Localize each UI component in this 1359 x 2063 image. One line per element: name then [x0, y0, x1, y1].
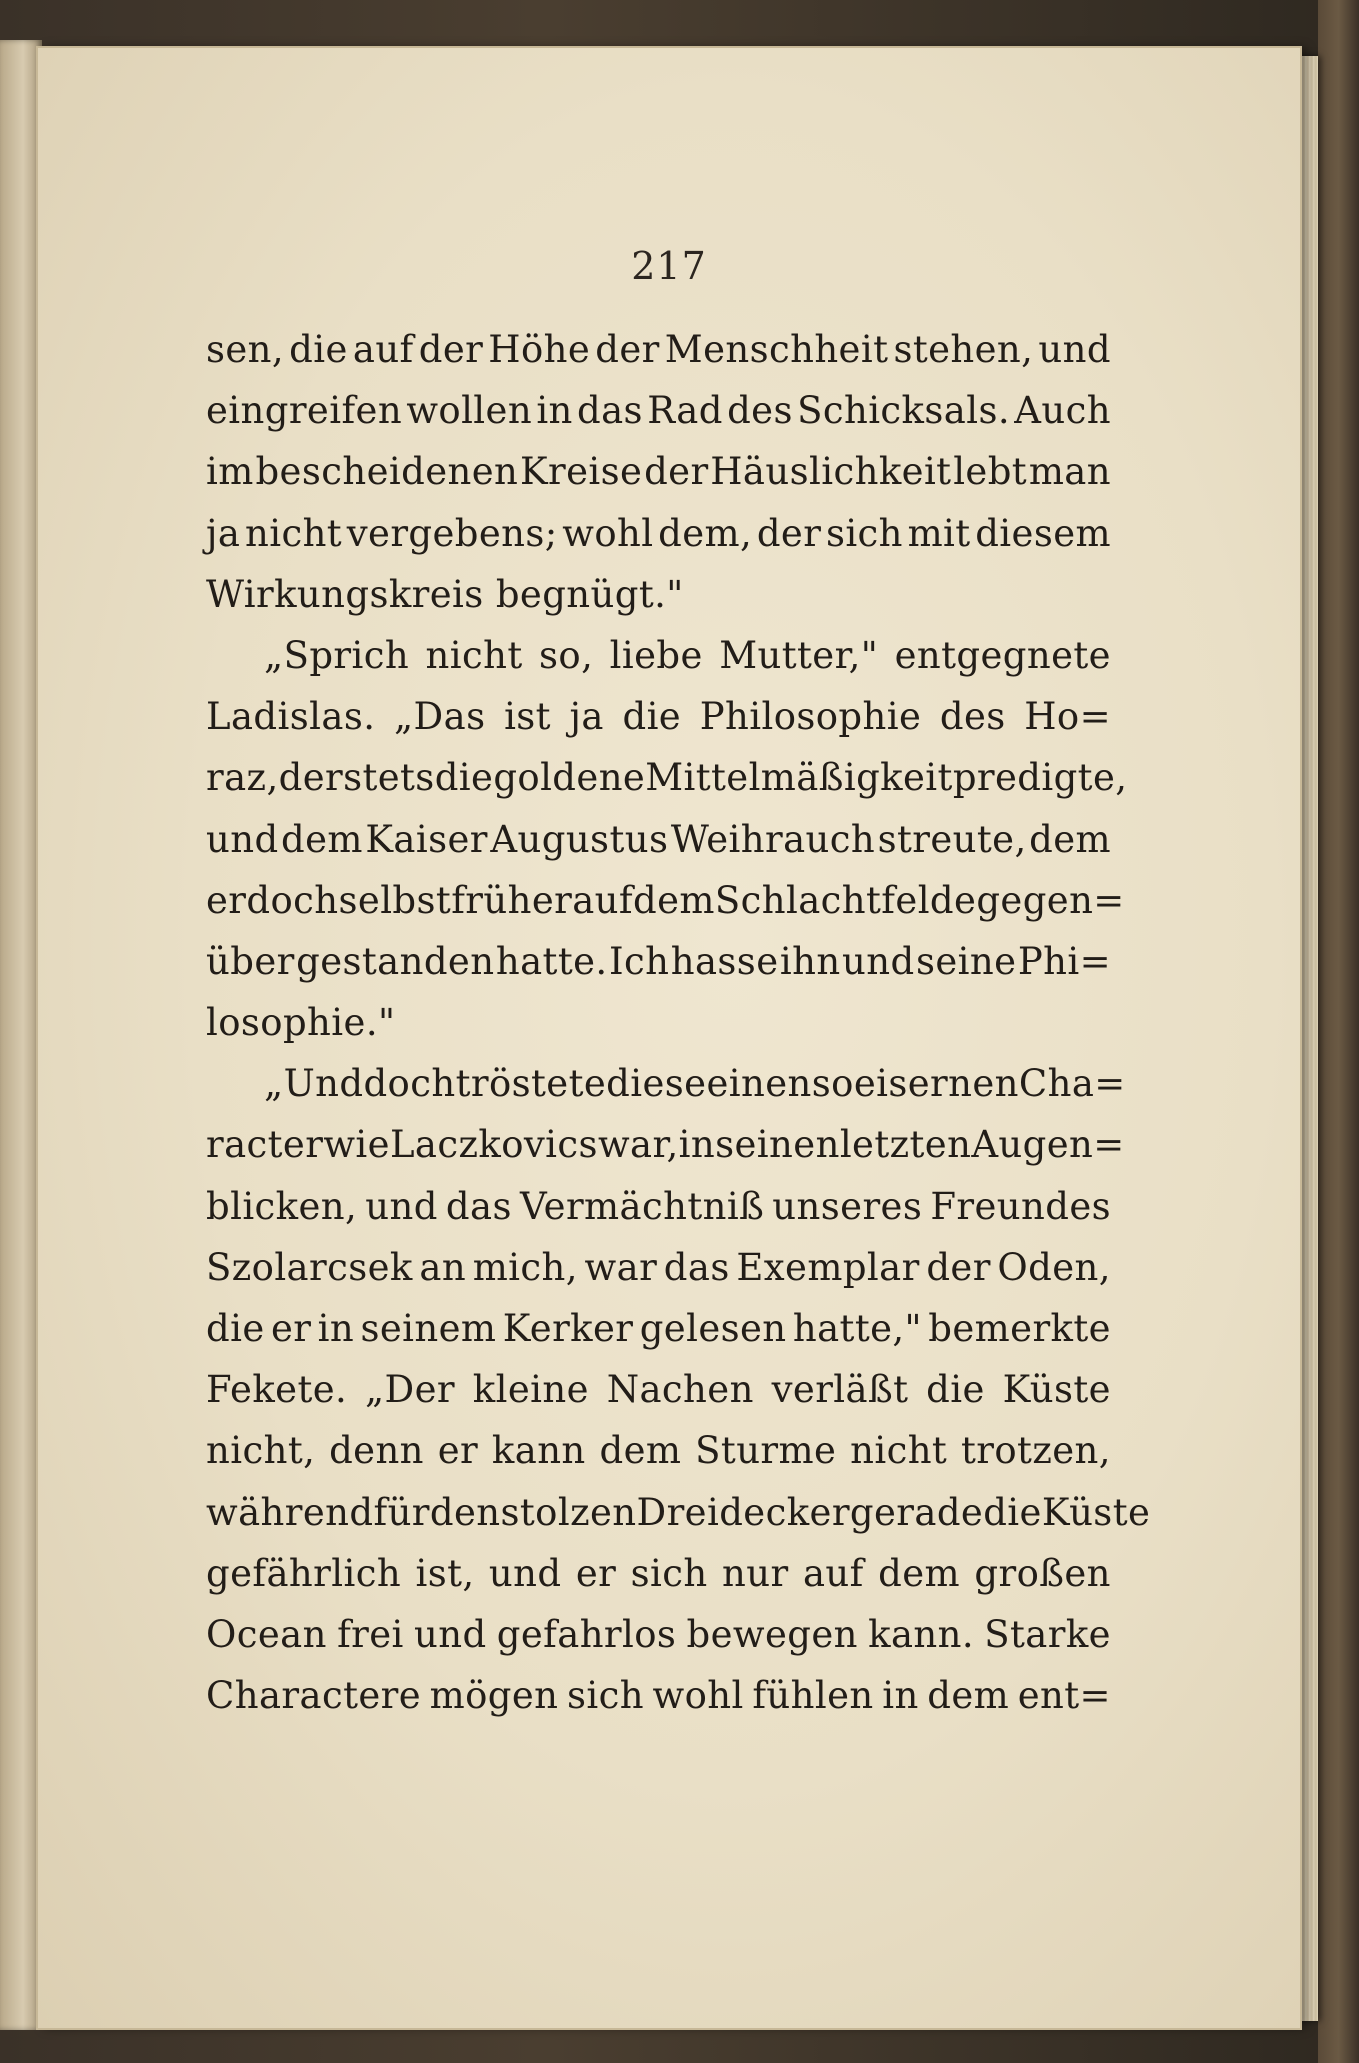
word: Küste: [1041, 1490, 1151, 1534]
word: war: [584, 1245, 658, 1289]
word: die: [434, 756, 494, 800]
word: das: [445, 1184, 512, 1228]
word: und: [1038, 328, 1111, 371]
word: tröstete: [455, 1062, 607, 1106]
word: Augustus: [490, 817, 669, 861]
word: eisernen: [853, 1062, 1019, 1106]
word: des: [727, 389, 793, 433]
word: raz,: [206, 756, 279, 800]
word: Dreidecker: [636, 1490, 850, 1534]
word: Szolarcsek: [206, 1245, 413, 1289]
word: der: [418, 328, 484, 371]
word: kann: [491, 1429, 586, 1473]
text-line: [206, 1307, 1111, 1368]
word: entgegnete: [894, 633, 1111, 677]
page-number: 217: [631, 244, 707, 288]
word: sich: [630, 1551, 708, 1595]
word: kleine: [472, 1368, 589, 1412]
word: die: [206, 1307, 265, 1350]
book-spine: [0, 40, 42, 2030]
word: das: [577, 389, 643, 433]
text-line: [206, 1368, 1111, 1429]
word: diesem: [975, 511, 1111, 555]
word: Ho=: [1024, 695, 1111, 739]
word: und: [488, 1551, 562, 1595]
word: letzten: [839, 1123, 972, 1167]
word: selbst: [338, 878, 452, 922]
text-line: [206, 695, 1111, 756]
text-line: [206, 634, 1111, 695]
word: ja: [206, 511, 241, 555]
word: sen,: [206, 328, 285, 371]
word: hasse: [670, 939, 779, 983]
text-line: [206, 940, 1111, 1001]
word: Vermächtniß: [519, 1184, 765, 1228]
word: dem,: [658, 511, 753, 555]
word: wollen: [406, 389, 533, 433]
word: nicht,: [206, 1429, 316, 1473]
word: wie: [323, 1123, 390, 1167]
word: Fekete.: [206, 1368, 348, 1412]
page-edges: [1298, 56, 1318, 2021]
word: über: [206, 939, 295, 983]
word: liebe: [609, 633, 703, 677]
word: Oden,: [997, 1245, 1111, 1289]
word: gefahrlos: [496, 1612, 677, 1656]
word: Augen=: [971, 1123, 1125, 1167]
word: Kaiser: [365, 817, 488, 861]
word: predigte,: [952, 756, 1128, 800]
word: Rad: [647, 389, 723, 433]
word: der: [756, 511, 822, 555]
word: wohl: [652, 1674, 744, 1718]
word: stehen,: [893, 328, 1034, 371]
text-line: [206, 1062, 1126, 1123]
word: dem: [927, 1674, 1010, 1718]
text-line: [206, 1674, 1111, 1735]
word: Cha=: [1018, 1062, 1126, 1106]
word: diese: [606, 1062, 707, 1106]
word: hatte,": [792, 1307, 922, 1350]
word: bewegen: [686, 1612, 858, 1656]
word: fühlen: [752, 1674, 874, 1718]
word: nicht: [244, 511, 343, 555]
word: Starke: [984, 1612, 1111, 1656]
word: Ich: [608, 939, 670, 983]
word: ja: [569, 695, 604, 739]
word: mit: [907, 511, 971, 555]
word: so: [811, 1062, 854, 1106]
word: Schlachtfelde: [714, 878, 977, 922]
word: goldene: [493, 756, 646, 800]
word: der: [278, 756, 344, 800]
word: an: [419, 1245, 467, 1289]
word: des: [939, 695, 1006, 739]
word: ihn: [779, 939, 841, 983]
word: der: [644, 450, 709, 494]
text-line: [206, 1490, 1151, 1552]
word: in: [317, 1307, 355, 1350]
word: dem: [599, 1429, 682, 1473]
word: gestanden: [296, 939, 495, 983]
word: unseres: [772, 1184, 923, 1228]
word: auf: [802, 1551, 864, 1595]
word: sich: [825, 511, 903, 555]
word: in: [882, 1674, 919, 1718]
word: Weihrauch: [670, 817, 876, 861]
word: einen: [706, 1062, 812, 1106]
word: die: [926, 1368, 985, 1412]
word: doch: [246, 878, 339, 922]
text-line: [206, 450, 1111, 511]
word: dem: [1029, 817, 1111, 861]
word: Küste: [1002, 1368, 1111, 1412]
word: seinen: [715, 1123, 840, 1167]
word: den: [429, 1490, 501, 1534]
word: er: [575, 1551, 617, 1595]
word: Ocean: [206, 1612, 327, 1656]
word: Ladislas.: [206, 695, 376, 739]
word: der: [595, 328, 660, 371]
word: er: [437, 1429, 479, 1473]
text-line: Wirkungskreis begnügt.": [206, 572, 684, 616]
word: und: [842, 939, 915, 983]
word: bemerkte: [928, 1307, 1111, 1350]
word: dem: [281, 817, 363, 861]
text-block: [206, 328, 1151, 1735]
word: in: [678, 1123, 716, 1167]
word: gelesen: [639, 1307, 787, 1350]
word: „Und: [264, 1062, 364, 1106]
word: Sturme: [695, 1429, 837, 1473]
word: streute,: [877, 817, 1027, 861]
word: und: [414, 1612, 487, 1656]
word: ist,: [415, 1551, 475, 1595]
text-line: [206, 1613, 1111, 1674]
word: blicken,: [206, 1184, 358, 1228]
word: auf: [572, 878, 634, 922]
word: seine: [915, 939, 1017, 983]
text-line: [206, 878, 1125, 940]
word: stets: [343, 756, 435, 800]
word: gerade: [849, 1490, 984, 1534]
text-line: [206, 1552, 1111, 1613]
word: die: [622, 695, 682, 739]
text-line: [206, 1246, 1111, 1307]
word: man: [1028, 450, 1111, 494]
word: er: [270, 1307, 312, 1350]
text-line: [206, 1185, 1111, 1246]
text-line: [206, 818, 1111, 879]
word: frei: [337, 1612, 404, 1656]
word: mich,: [472, 1245, 578, 1289]
word: großen: [974, 1551, 1111, 1595]
word: während: [206, 1490, 374, 1534]
word: war,: [597, 1123, 679, 1167]
word: Kreise: [519, 450, 643, 494]
book-page: [38, 48, 1300, 2028]
word: Nachen: [606, 1368, 754, 1412]
word: gegen=: [976, 878, 1125, 922]
word: nicht: [425, 633, 523, 677]
word: die: [289, 328, 348, 371]
word: Auch: [1014, 389, 1111, 433]
word: das: [663, 1245, 730, 1289]
word: doch: [363, 1062, 456, 1106]
word: denn: [329, 1429, 424, 1473]
word: hatte.: [495, 939, 608, 983]
word: ist: [504, 695, 551, 739]
word: Laczkovics: [389, 1123, 598, 1167]
word: Schicksals.: [797, 389, 1010, 433]
word: Philosophie: [699, 695, 922, 739]
word: „Der: [364, 1368, 456, 1412]
word: er: [206, 878, 247, 922]
word: Kerker: [502, 1307, 634, 1350]
word: wohl: [562, 511, 654, 555]
text-line: [206, 1429, 1111, 1490]
word: Häuslichkeit: [710, 450, 952, 494]
word: racter: [206, 1123, 324, 1167]
word: Mutter,": [719, 633, 879, 677]
word: seinem: [360, 1307, 497, 1350]
text-line: [206, 756, 1128, 817]
text-line: losophie.": [206, 1001, 396, 1045]
word: Freundes: [930, 1184, 1111, 1228]
text-line: [206, 512, 1111, 573]
word: „Das: [393, 695, 486, 739]
word: mögen: [429, 1674, 559, 1718]
word: Exemplar: [736, 1245, 920, 1289]
text-line: [206, 389, 1111, 450]
word: die: [983, 1490, 1042, 1534]
word: sich: [566, 1674, 644, 1718]
word: bescheidenen: [255, 450, 519, 494]
text-line: [206, 1123, 1125, 1184]
word: Höhe: [488, 328, 591, 371]
word: eingreifen: [206, 389, 403, 433]
word: auf: [352, 328, 414, 371]
word: verläßt: [771, 1368, 909, 1412]
word: Mittelmäßigkeit: [645, 756, 953, 800]
word: dem: [633, 878, 715, 922]
word: vergebens;: [346, 511, 558, 555]
word: stolzen: [500, 1490, 637, 1534]
word: in: [536, 389, 573, 433]
word: ent=: [1017, 1674, 1111, 1718]
word: trotzen,: [961, 1429, 1111, 1473]
word: lebt: [953, 450, 1028, 494]
word: früher: [451, 878, 573, 922]
word: und: [206, 817, 279, 861]
word: und: [365, 1184, 438, 1228]
word: im: [206, 450, 254, 494]
word: nicht: [850, 1429, 948, 1473]
word: für: [373, 1490, 430, 1534]
text-line: [206, 328, 1111, 389]
word: der: [926, 1245, 991, 1289]
cover-edge-right: [1318, 0, 1359, 2063]
word: Menschheit: [664, 328, 889, 371]
word: „Sprich: [264, 633, 410, 677]
word: nur: [722, 1551, 789, 1595]
word: so,: [539, 633, 594, 677]
word: kann.: [868, 1612, 975, 1656]
word: Phi=: [1017, 939, 1111, 983]
word: dem: [878, 1551, 961, 1595]
word: gefährlich: [206, 1551, 402, 1595]
word: Charactere: [206, 1674, 422, 1718]
